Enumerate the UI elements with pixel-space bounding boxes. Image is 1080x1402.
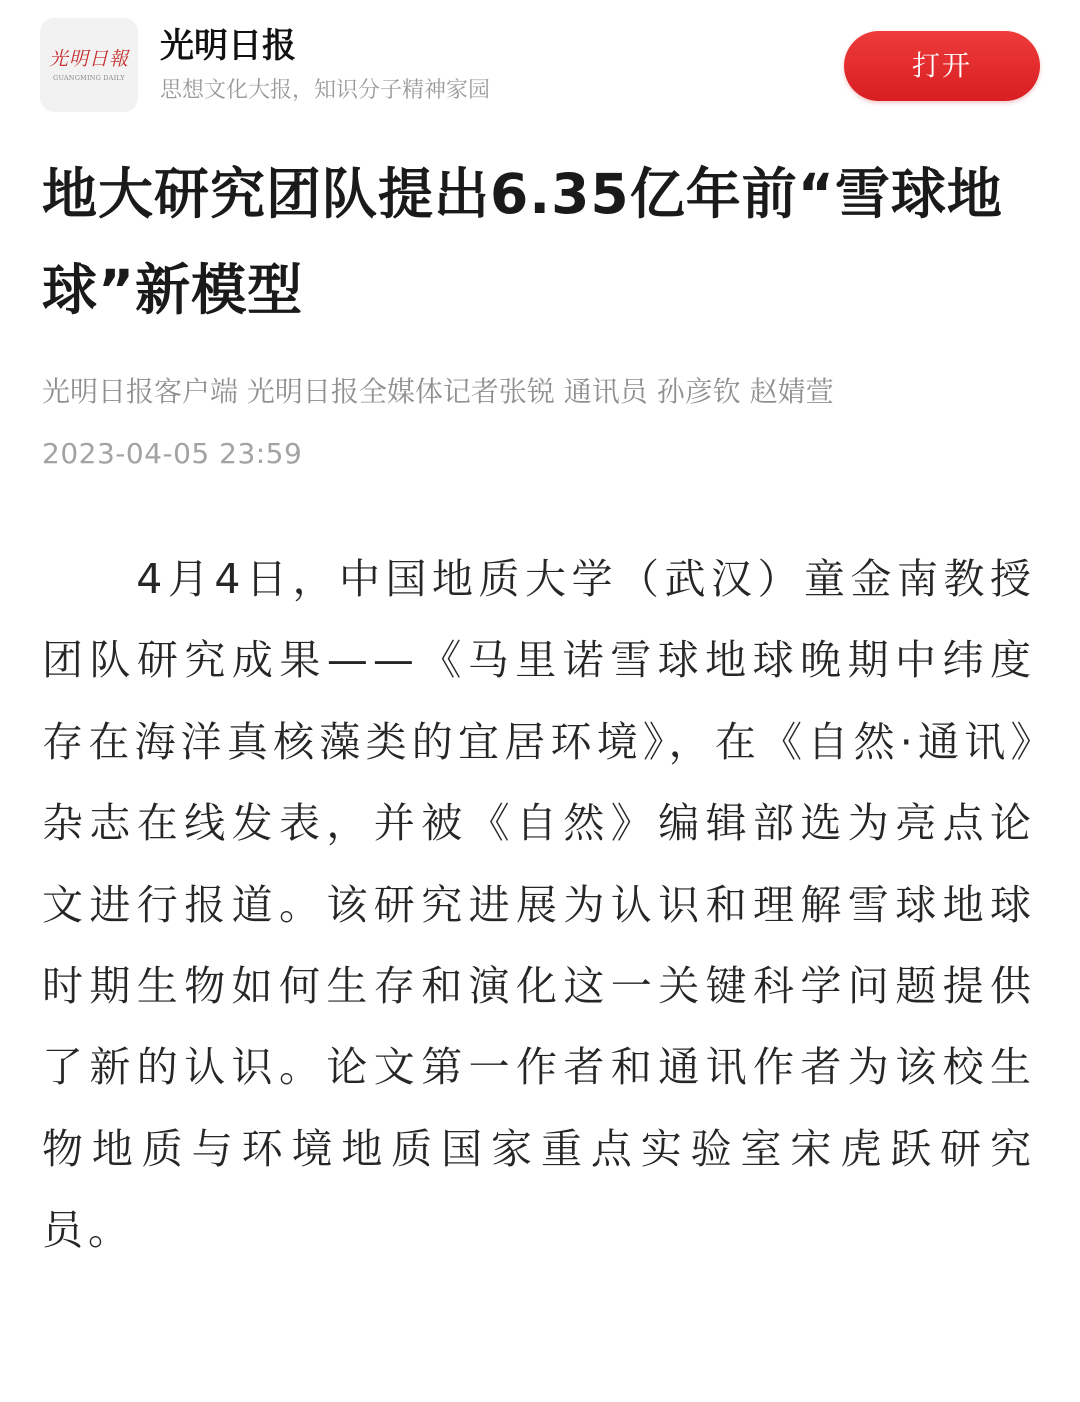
logo-english-name: GUANGMING DAILY	[53, 74, 125, 82]
app-name: 光明日报	[160, 26, 296, 66]
app-header-bar	[0, 0, 1080, 132]
article-body-paragraph: 4月4日，中国地质大学（武汉）童金南教授团队研究成果——《马里诺雪球地球晚期中纬度存在海洋真核藻类的宜居环境》，在《自然·通讯》杂志在线发表，并被《自然》编辑部选为亮点论文进行报道。该研究进展为认识和理解雪球地球时期生物如何生存和演化这一关键科学问题提供了新的认识。论文第一作者和通讯作者为该校生物地质与环境地质国家重点实验室宋虎跃研究员。	[42, 555, 1036, 1255]
app-slogan: 思想文化大报，知识分子精神家园	[160, 78, 491, 103]
app-logo[interactable]	[40, 18, 138, 112]
open-app-button[interactable]: 打开	[844, 31, 1040, 101]
logo-calligraphy-mark: 光明日報	[48, 48, 129, 70]
article-title: 地大研究团队提出6.35亿年前“雪球地球”新模型	[42, 162, 1003, 322]
article-byline: 光明日报客户端 光明日报全媒体记者张锐 通讯员 孙彦钦 赵婧萱	[42, 375, 834, 408]
publish-timestamp: 2023-04-05 23:59	[42, 437, 303, 470]
